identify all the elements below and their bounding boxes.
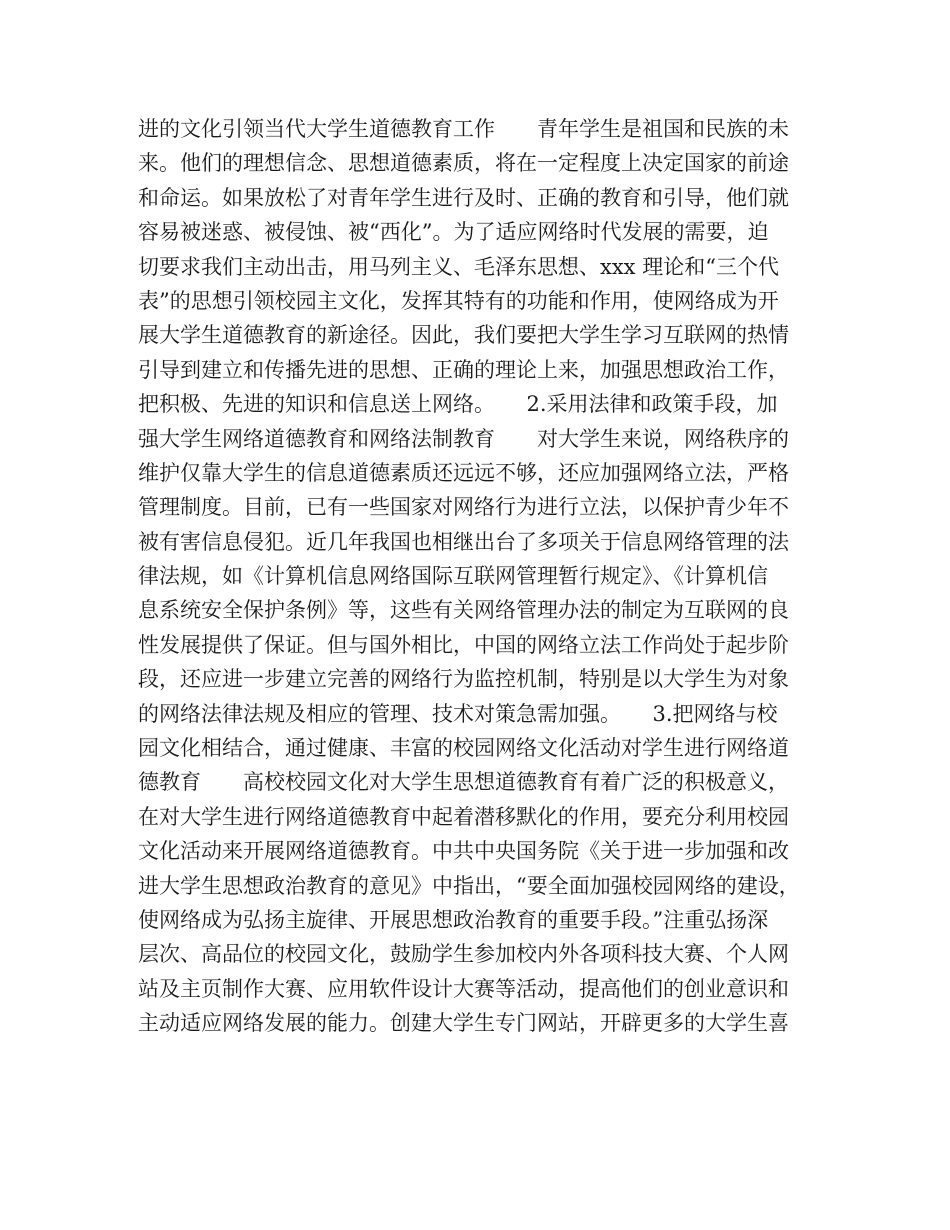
text-line: 容易被迷惑、被侵蚀、被“西化”。为了适应网络时代发展的需要，迫	[138, 220, 769, 245]
text-line: 强大学生网络道德教育和网络法制教育 对大学生来说，网络秩序的	[138, 426, 789, 451]
text-line: 性发展提供了保证。但与国外相比，中国的网络立法工作尚处于起步阶	[138, 632, 789, 657]
text-line: 展大学生道德教育的新途径。因此，我们要把大学生学习互联网的热情	[138, 323, 789, 348]
text-line: 息系统安全保护条例》等，这些有关网络管理办法的制定为互联网的良	[138, 598, 789, 623]
text-line: 主动适应网络发展的能力。创建大学生专门网站，开辟更多的大学生喜	[138, 1011, 789, 1036]
text-line: 维护仅靠大学生的信息道德素质还远远不够，还应加强网络立法，严格	[138, 460, 789, 485]
text-line: 的网络法律法规及相应的管理、技术对策急需加强。 3.把网络与校	[138, 701, 778, 726]
text-line: 园文化相结合，通过健康、丰富的校园网络文化活动对学生进行网络道	[138, 736, 789, 761]
text-line: 引导到建立和传播先进的思想、正确的理论上来，加强思想政治工作，	[138, 357, 789, 382]
text-line: 德教育 高校校园文化对大学生思想道德教育有着广泛的积极意义，	[138, 770, 789, 795]
text-line: 把积极、先进的知识和信息送上网络。 2.采用法律和政策手段，加	[138, 392, 778, 417]
text-line: 段，还应进一步建立完善的网络行为监控机制，特别是以大学生为对象	[138, 667, 789, 692]
text-line: 在对大学生进行网络道德教育中起着潜移默化的作用，要充分利用校园	[138, 804, 789, 829]
text-line: 使网络成为弘扬主旋律、开展思想政治教育的重要手段。”注重弘扬深	[138, 907, 769, 932]
text-line: 律法规，如《计算机信息网络国际互联网管理暂行规定》、《计算机信	[138, 564, 768, 589]
text-line: 进的文化引领当代大学生道德教育工作 青年学生是祖国和民族的未	[138, 117, 789, 141]
text-line: 表”的思想引领校园主文化，发挥其特有的功能和作用，使网络成为开	[138, 288, 779, 313]
text-line: 切要求我们主动出击，用马列主义、毛泽东思想、xxx 理论和“三个代	[138, 254, 779, 279]
text-line: 层次、高品位的校园文化，鼓励学生参加校内外各项科技大赛、个人网	[138, 942, 789, 967]
text-line: 来。他们的理想信念、思想道德素质，将在一定程度上决定国家的前途	[138, 151, 789, 176]
text-line: 被有害信息侵犯。近几年我国也相继出台了多项关于信息网络管理的法	[138, 529, 789, 554]
text-line: 和命运。如果放松了对青年学生进行及时、正确的教育和引导，他们就	[138, 185, 789, 210]
text-line: 管理制度。目前，已有一些国家对网络行为进行立法，以保护青少年不	[138, 495, 789, 520]
body-text	[138, 112, 828, 1041]
text-line: 进大学生思想政治教育的意见》中指出，“要全面加强校园网络的建设，	[138, 873, 800, 898]
text-line: 站及主页制作大赛、应用软件设计大赛等活动，提高他们的创业意识和	[138, 976, 789, 1001]
text-line: 文化活动来开展网络道德教育。中共中央国务院《关于进一步加强和改	[138, 839, 789, 864]
